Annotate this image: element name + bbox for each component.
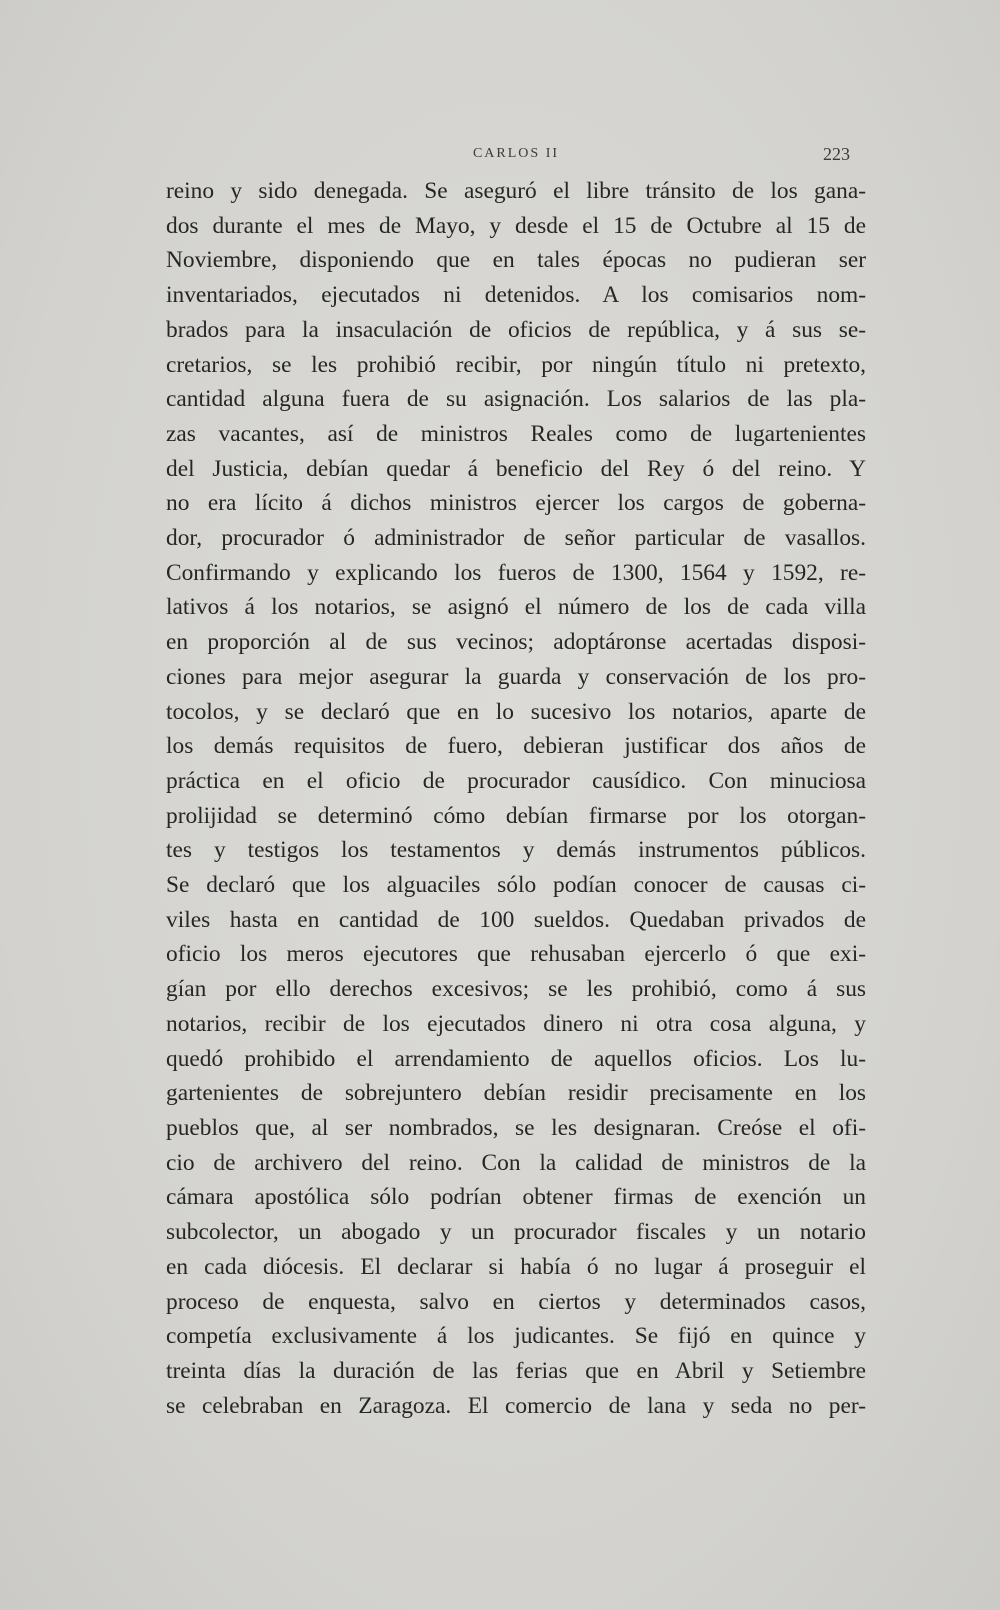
text-line: tes y testigos los testamentos y demás instrumentos públicos.	[166, 837, 866, 864]
text-line: zas vacantes, así de ministros Reales como de lugartenientes	[166, 420, 866, 447]
text-line: pueblos que, al ser nombrados, se les designaran. Creóse el ofi-	[166, 1114, 866, 1141]
running-head	[166, 146, 866, 170]
text-line: Se declaró que los alguaciles sólo podían conocer de causas ci-	[166, 872, 866, 899]
text-line: del Justicia, debían quedar á beneficio del Rey ó del reino. Y	[166, 455, 866, 482]
text-line: los demás requisitos de fuero, debieran justificar dos años de	[166, 733, 866, 760]
text-line: en cada diócesis. El declarar si había ó no lugar á proseguir el	[166, 1253, 866, 1280]
text-line: cio de archivero del reino. Con la calidad de ministros de la	[166, 1149, 866, 1176]
text-line: práctica en el oficio de procurador causídico. Con minuciosa	[166, 767, 866, 794]
text-line: brados para la insaculación de oficios de república, y á sus se-	[166, 316, 866, 343]
text-line: lativos á los notarios, se asignó el número de los de cada villa	[166, 594, 866, 621]
text-line: quedó prohibido el arrendamiento de aquellos oficios. Los lu-	[166, 1045, 866, 1072]
text-line: cámara apostólica sólo podrían obtener firmas de exención un	[166, 1184, 866, 1211]
text-line: Confirmando y explicando los fueros de 1300, 1564 y 1592, re-	[166, 559, 866, 586]
text-line: notarios, recibir de los ejecutados dinero ni otra cosa alguna, y	[166, 1010, 866, 1037]
text-line: Noviembre, disponiendo que en tales épocas no pudieran ser	[166, 247, 866, 274]
running-title: CARLOS II	[472, 146, 560, 161]
text-line: cantidad alguna fuera de su asignación. Los salarios de las pla-	[166, 386, 866, 413]
text-line: treinta días la duración de las ferias que en Abril y Setiembre	[166, 1357, 866, 1384]
text-line: competía exclusivamente á los judicantes. Se fijó en quince y	[166, 1323, 866, 1350]
text-line: cretarios, se les prohibió recibir, por ningún título ni pretexto,	[166, 351, 866, 378]
page-number: 223	[823, 144, 850, 164]
text-line: subcolector, un abogado y un procurador fiscales y un notario	[166, 1219, 866, 1246]
text-line: tocolos, y se declaró que en lo sucesivo los notarios, aparte de	[166, 698, 866, 725]
text-line: prolijidad se determinó cómo debían firmarse por los otorgan-	[166, 802, 866, 829]
text-line: oficio los meros ejecutores que rehusaban ejercerlo ó que exi-	[166, 941, 866, 968]
text-line: gían por ello derechos excesivos; se les prohibió, como á sus	[166, 976, 866, 1003]
text-line: dos durante el mes de Mayo, y desde el 15 de Octubre al 15 de	[166, 212, 866, 239]
text-line: no era lícito á dichos ministros ejercer los cargos de goberna-	[166, 490, 866, 517]
text-line: dor, procurador ó administrador de señor particular de vasallos.	[166, 525, 866, 552]
text-line: gartenientes de sobrejuntero debían residir precisamente en los	[166, 1080, 866, 1107]
text-line: inventariados, ejecutados ni detenidos. A los comisarios nom-	[166, 282, 866, 309]
text-line: ciones para mejor asegurar la guarda y conservación de los pro-	[166, 663, 866, 690]
body-text	[166, 174, 866, 1423]
text-line: se celebraban en Zaragoza. El comercio de lana y seda no per-	[166, 1392, 866, 1419]
text-line: en proporción al de sus vecinos; adoptáronse acertadas disposi-	[166, 629, 866, 656]
text-line: reino y sido denegada. Se aseguró el libre tránsito de los gana-	[166, 178, 866, 204]
text-line: viles hasta en cantidad de 100 sueldos. Quedaban privados de	[166, 906, 866, 933]
text-line: proceso de enquesta, salvo en ciertos y determinados casos,	[166, 1288, 866, 1315]
